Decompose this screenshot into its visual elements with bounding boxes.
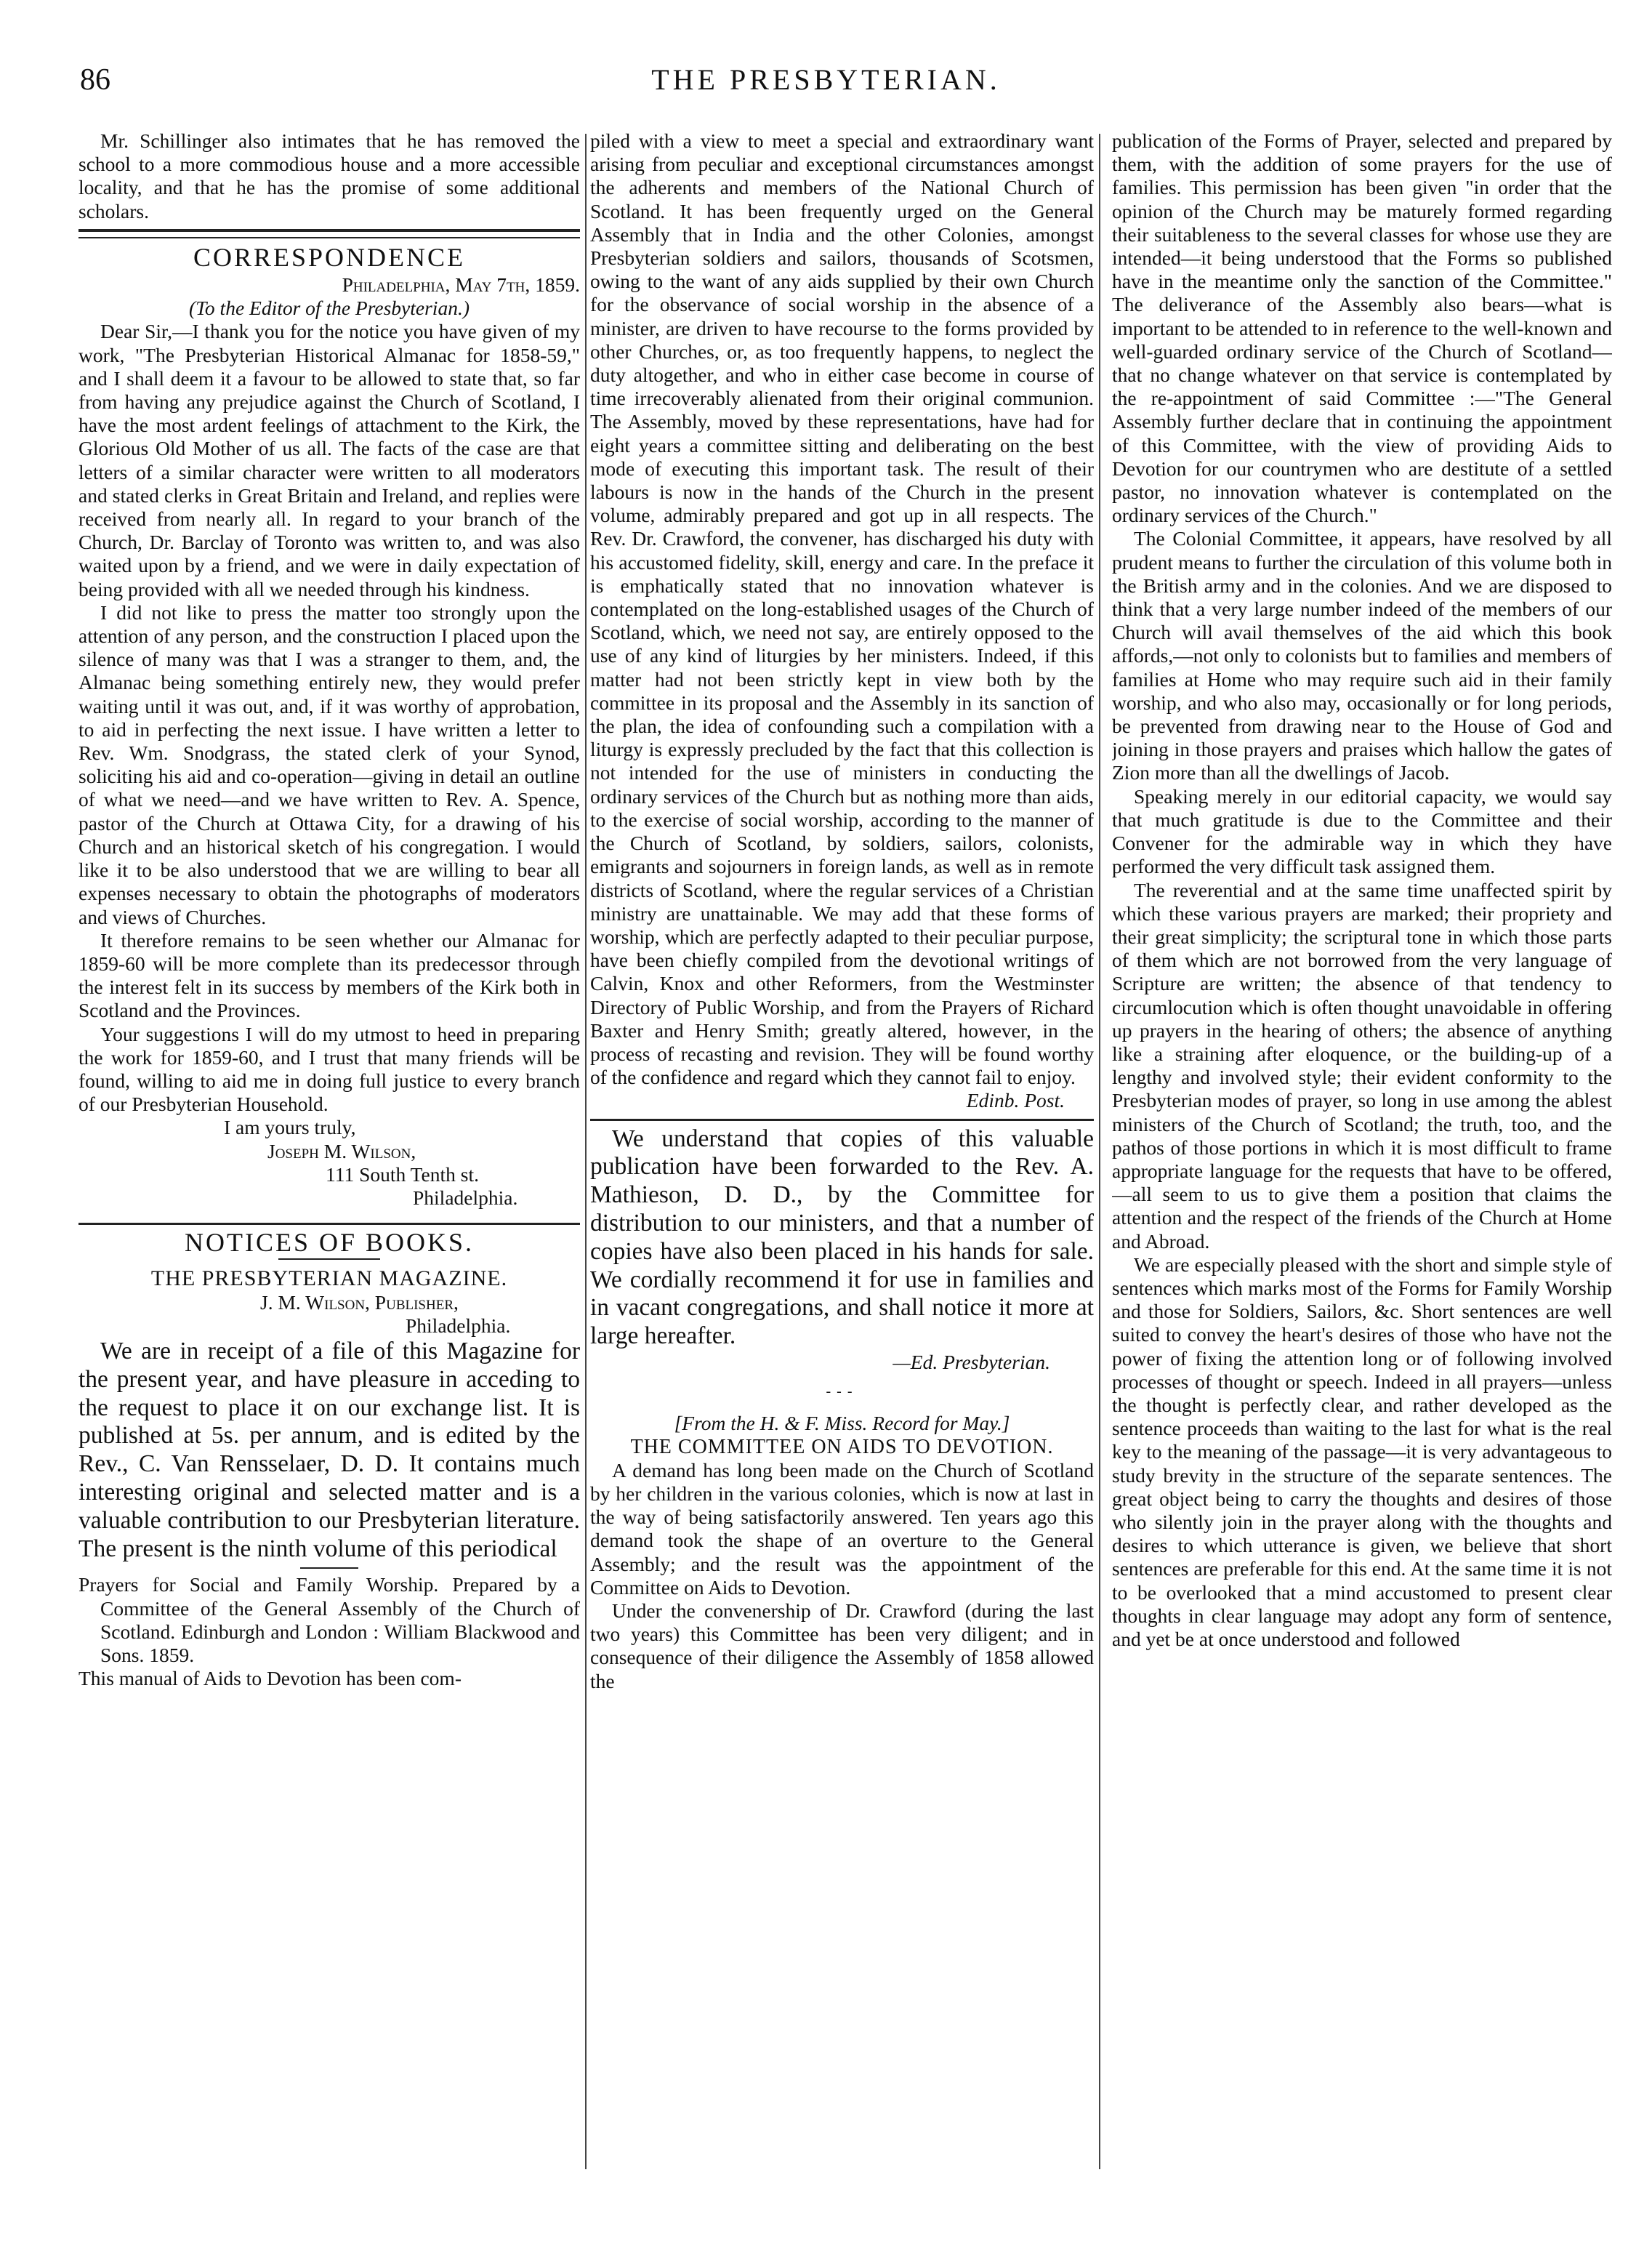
section-divider [78, 1223, 580, 1225]
letter-closing: I am yours truly, [224, 1116, 356, 1139]
column-left [78, 129, 580, 2165]
column-rule-left [585, 134, 587, 2169]
book-review: This manual of Aids to Devotion has been com- [78, 1667, 462, 1690]
source-credit: Edinb. Post. [966, 1089, 1065, 1112]
book-review: We are in receipt of a file of this Magazine for the present year, and have pleasure in acceding to the request to place it on our exchange list. It is published at 5s. per annum, and is edited by the Rev., C. Van Rensselaer, D. D. It contains much interesting original and selected matter and is a valuable contribution to our Presbyterian literature. The present is the ninth volume of this periodical [78, 1337, 580, 1562]
book-entry: Prayers for Social and Family Worship. Prepared by a Committee of the General Assembly of the Church of Scotland. Edinburgh and London : William Blackwood and Sons. 1859. [78, 1573, 580, 1666]
column-middle [590, 129, 1094, 2165]
short-divider [278, 1258, 380, 1260]
book-title: THE PRESBYTERIAN MAGAZINE. [150, 1266, 508, 1291]
running-head [0, 63, 1652, 106]
article-paragraph: A demand has long been made on the Church of Scotland by her children in the various colonies, which is now at last in the way of being satisfactorily answered. Ten years ago this demand took the shape of an overture to the General Assembly; and the result was the appointment of the Committee on Aids to Devotion. [590, 1458, 1094, 1599]
letter-paragraph: Dear Sir,—I thank you for the notice you have given of my work, "The Presbyterian Historical Almanac for 1858-59," and I shall deem it a favour to be allowed to state that, so far from having any prejudice against the Church of Scotland, I have the most ardent feelings of attachment to the Kirk, the Glorious Old Mother of us all. The facts of the case are that letters of a similar character were written to all moderators and stated clerks in Great Britain and Ireland, and replies were received from nearly all. In regard to your branch of the Church, Dr. Barclay of Toronto was written to, and was also waited upon by a friend, and we were in daily expectation of being provided with all we needed through his kindness. [78, 320, 580, 600]
reprint-source: [From the H. & F. Miss. Record for May.] [674, 1412, 1010, 1435]
letter-address: (To the Editor of the Presbyterian.) [189, 297, 470, 320]
review-paragraph: piled with a view to meet a special and extraordinary want arising from peculiar and exceptional circumstances amongst the adherents and members of the National Church of Scotland. It has been frequently urged on the General Assembly that in India and the other Colonies, amongst Presbyterian soldiers and sailors, thousands of Scotsmen, owing to the want of any aids supplied by their own Church for the observance of social worship in the absence of a minister, are driven to have recourse to the forms provided by other Churches, or, as too frequently happens, to neglect the duty altogether, and who in either case become in course of time irrecoverably alienated from their original communion. The Assembly, moved by these representations, have had for eight years a committee sitting and deliberating on the best mode of executing this important task. The result of their labours is now in the hands of the Church in the present volume, admirably prepared and got up in all respects. The Rev. Dr. Crawford, the convener, has discharged his duty with his accustomed fidelity, skill, energy and care. In the preface it is emphatically stated that no innovation whatever is contemplated on the long-established usages of the Church of Scotland, which, we need not say, are entirely opposed to the use of any kind of liturgies by her ministers. Indeed, if this matter had not been strictly kept in view both by the committee in its proposal and the Assembly in its sanction of the plan, the idea of confounding such a compilation with a liturgy is expressly precluded by the fact that this collection is not intended for the use of ministers in conducting the ordinary services of the Church but as nothing more than aids, to the exercise of social worship, according to the manner of the Church of Scotland, by soldiers, sailors, colonists, emigrants and sojourners in foreign lands, as well as in remote districts of Scotland, where the regular services of a Christian ministry are unattainable. We may add that these forms of worship, which are perfectly adapted to their peculiar purpose, have been chiefly compiled from the devotional writings of Calvin, Knox and other Reformers, from the Westminster Directory of Public Worship, and from the Prayers of Richard Baxter and Henry Smith; greatly altered, however, in the process of recasting and revision. They will be found worthy of the confidence and regard which they cannot fail to enjoy. [590, 129, 1094, 1089]
journal-title: THE PRESBYTERIAN. [651, 63, 1001, 96]
article-paragraph: Speaking merely in our editorial capacity, we would say that much gratitude is due to the Committee and their Convener for the admirable way in which they have performed the very difficult task assigned them. [1112, 784, 1612, 878]
editor-credit: —Ed. Presbyterian. [893, 1350, 1050, 1373]
section-divider [78, 229, 580, 238]
intro-paragraph: Mr. Schillinger also intimates that he has removed the school to a more commodious house and a more accessible locality, and that he has the promise of some additional scholars. [78, 129, 580, 222]
letter-paragraph: Your suggestions I will do my utmost to heed in preparing the work for 1859-60, and I trust that many friends will be found, willing to aid me in doing full justice to every branch of our Presbyterian Household. [78, 1022, 580, 1116]
article-paragraph: We are especially pleased with the short and simple style of sentences which marks most of the Forms for Family Worship and those for Soldiers, Sailors, &c. Short sentences are well suited to convey the heart's desires of those who have not the power of fixing the attention long or of following involved processes of thought or speech. Indeed in all prayers—unless the thought is perfectly clear, and rather developed as the sentence proceeds than waiting to the last for what is the real key to the meaning of the passage—it is very advantageous to study brevity in the structure of the separate sentences. The great object being to carry the thoughts and desires of those who silently join in the prayer along with the thoughts and desires to which utterance is given, we believe that short sentences are preferable for this end. At the same time it is not to be overlooked that a mind accustomed to present clear thoughts in clear language may adopt any form of sentence, and yet be at once understood and followed [1112, 1253, 1612, 1650]
letter-signature: Joseph M. Wilson, [267, 1139, 416, 1162]
column-rule-right [1099, 134, 1100, 2169]
book-publisher: J. M. Wilson, Publisher, [260, 1290, 459, 1314]
editor-note: We understand that copies of this valuable publication have been forwarded to the Rev. A. Mathieson, D. D., by the Committee for distribution to our ministers, and that a number of copies have also been placed in his hands for sale. We cordially recommend it for use in families and in vacant congregations, and shall notice it more at large hereafter. [590, 1125, 1094, 1350]
section-divider [590, 1119, 1094, 1121]
book-city: Philadelphia. [406, 1314, 511, 1337]
letter-paragraph: It therefore remains to be seen whether our Almanac for 1859-60 will be more complete than its predecessor through the interest felt in its success by members of the Kirk both in Scotland and the Provinces. [78, 928, 580, 1022]
notices-heading: NOTICES OF BOOKS. [184, 1228, 475, 1258]
article-paragraph: publication of the Forms of Prayer, selected and prepared by them, with the addition of some prayers for the use of families. This permission has been given "in order that the opinion of the Church may be maturely formed regarding their suitableness to the several classes for whose use they are intended—it being understood that the Forms so published have in the meantime only the sanction of the Committee." The deliverance of the Assembly also bears—what is important to be attended to in reference to the well-known and well-guarded ordinary service of the Church of Scotland—that no change whatever on that service is contemplated by the re-appointment of said Committee :—"The General Assembly further declare that in continuing the appointment of this Committee, with the view of providing Aids to Devotion for our countrymen who are destitute of a settled pastor, no innovation whatever is contemplated on the ordinary services of the Church." [1112, 129, 1612, 527]
short-divider [300, 1567, 358, 1569]
column-right [1112, 129, 1612, 2165]
correspondence-heading: CORRESPONDENCE [193, 242, 466, 272]
article-title: THE COMMITTEE ON AIDS TO DEVOTION. [630, 1435, 1054, 1458]
letter-city: Philadelphia. [413, 1186, 518, 1209]
article-paragraph: The reverential and at the same time unaffected spirit by which these various prayers are marked; their propriety and their great simplicity; the scriptural tone in which those parts of them which are not borrowed from the very language of Scripture are written; the absence of that tendency to circumlocution which is often thought unavoidable in offering up prayers in the hearing of others; the absence of anything like a straining after eloquence, or the building-up of a lengthy and involved style; their evident conformity to the Presbyterian modes of prayer, so long in use among the ablest ministers of the Church of Scotland; the truth, too, and the pathos of those portions in which it is most difficult to frame appropriate language for the requests that have to be offered, —all seem to us to give them a position that claims the attention and the respect of the friends of the Church at Home and Abroad. [1112, 878, 1612, 1253]
article-paragraph: The Colonial Committee, it appears, have resolved by all prudent means to further the circulation of this volume both in the British army and in the colonies. And we are disposed to think that a very large number indeed of the members of our Church will avail themselves of the aid which this book affords,—not only to colonists but to families and members of families at Home who may require such aid in their family worship, and who also may, occasionally or for long periods, be prevented from drawing near to the House of God and joining in those prayers and praises which hallow the gates of Zion more than all the dwellings of Jacob. [1112, 527, 1612, 784]
letter-dateline: Philadelphia, May 7th, 1859. [342, 273, 580, 297]
page-number: 86 [80, 63, 110, 97]
letter-street: 111 South Tenth st. [326, 1162, 479, 1186]
letter-paragraph: I did not like to press the matter too strongly upon the attention of any person, and the construction I placed upon the silence of many was that I was a stranger to them, and, the Almanac being something entirely new, they would prefer waiting until it was out, and, if it was worthy of approbation, to aid in perfecting the next issue. I have written a letter to Rev. Wm. Snodgrass, the stated clerk of your Synod, soliciting his aid and co-operation—giving in detail an outline of what we need—and we have written to Rev. A. Spence, pastor of the Church at Ottawa City, for a drawing of his Church and an historical sketch of his congregation. I would like it to be also understood that we are willing to bear all expenses necessary to obtain the photographs of moderators and views of Churches. [78, 600, 580, 928]
article-paragraph: Under the convenership of Dr. Crawford (during the last two years) this Committee has been very diligent; and in consequence of their diligence the Assembly of 1858 allowed the [590, 1599, 1094, 1692]
ornament: --- [826, 1383, 858, 1400]
